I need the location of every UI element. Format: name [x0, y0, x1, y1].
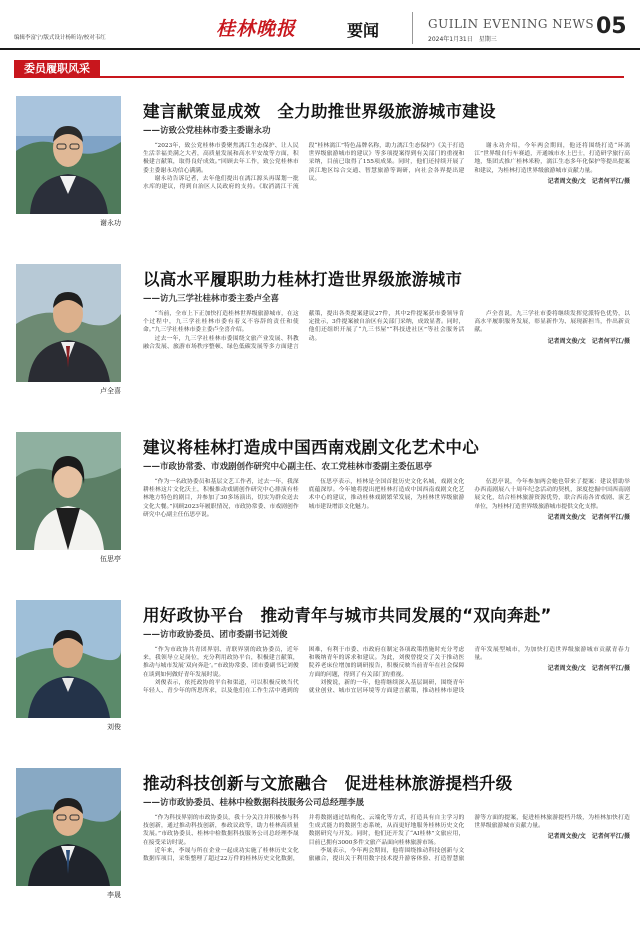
photo-caption: 李晟	[107, 891, 121, 899]
article-headline: 用好政协平台 推动青年与城市共同发展的“双向奔赴”	[143, 606, 552, 625]
paragraph: 伍思亭说，今年参加两会她也带来了提案：建议借助举办西南剧展八十周年纪念活动的契机，深度挖掘中国西南剧展文化，结合桂林旅游资源优势，联合西南各省戏剧、演艺单位，为桂林打造世界级旅游城市提供文化支撑。	[474, 479, 630, 510]
article-subhead: ——访市政协委员、团市委副书记刘俊	[143, 630, 288, 640]
paragraph: 过去一年，九三学社桂林市委围绕文旅产业发展、科教融合发展、旅游市场秩序整顿、绿色低碳发展等多方面建言献策，提出各类提案建议27件，其中2件提案获市委领导肯定批示，3件提案被自治区有关部门采纳，成效显著。同时，他们还组织开展了“九三书屋”“科技进社区”等社会服务活动。	[143, 311, 465, 350]
paragraph: 谢永功告诉记者，去年他们提出在漓江源头再谋划一批水库的建议，得到自治区人民政府的支持。《取消漓江干流段“桂林漓江”特色品牌名称，助力漓江生态保护》《关于打造世界级旅游城市的建议》等多项提案得到有关部门的重视和采纳，目前已取得了155项成果。同时，他们还持续开展了滨江地区综合交通、智慧旅游等调研，向社会各界提出建议。	[143, 143, 465, 191]
newspaper-logo: 桂林晚报	[216, 18, 297, 40]
portrait-photo	[16, 432, 121, 550]
article-body	[143, 478, 630, 576]
paragraph: “当前，全市上下正加快打造桂林世界级旅游城市，在这个过程中，九三学社桂林市委有着义不容辞的责任和使命。”九三学社桂林市委主委卢全喜介绍。	[143, 311, 299, 334]
article-body	[143, 310, 630, 408]
photo-caption: 伍思亭	[100, 555, 121, 563]
article-5	[0, 756, 640, 921]
article-4	[0, 588, 640, 753]
article-subhead: ——访市政协委员、桂林中检数据科技服务公司总经理李晟	[143, 798, 365, 808]
photo-caption: 卢全喜	[100, 387, 121, 395]
portrait-photo	[16, 600, 121, 718]
article-byline: 记者周文俊/文 记者何平江/摄	[547, 665, 630, 673]
paragraph: 李晟表示，今年两会期间，他将围绕推动科技创新与文旅融合，提出关于利用数字技术提升游客体验、打造智慧旅游等方面的提案，促进桂林旅游提档升级，为桂林加快打造世界级旅游城市贡献力量。	[308, 815, 630, 863]
issue-date: 2024年1月31日 星期三	[428, 36, 497, 43]
portrait-photo	[16, 96, 121, 214]
article-body	[143, 646, 630, 744]
masthead-divider	[412, 12, 413, 44]
article-byline: 记者周文俊/文 记者何平江/摄	[547, 337, 630, 345]
column-tag: 委员履职风采	[14, 60, 100, 78]
article-body	[143, 142, 630, 240]
paragraph: 谢永功介绍，今年两会期间，他还将围绕打造“环漓江”世界级自行车赛道，开通城市水上巴士，打造研学旅行高地，集团式推广桂林米粉，漓江生态多年化保护等提出提案和建议，为桂林打造世界级旅游城市贡献力量。	[474, 143, 630, 174]
paragraph: “2023年，致公党桂林市委聚焦漓江生态保护、让人民生活幸福美满之大者，高质量发展和高水平安故等方面，积极建言献策，取得良好成效。”回顾去年工作，致公党桂林市委主委谢永功信心满满。	[143, 143, 299, 174]
editors-credit: 编辑李富宁/版式设计杨昕诗/校对韦红	[14, 35, 106, 41]
column-banner	[14, 60, 624, 78]
article-byline: 记者周文俊/文 记者何平江/摄	[547, 513, 630, 521]
paragraph: 卢全喜说，九三学社市委将继续发挥党派特色优势，以高水平履职服务发展，彰显新作为、展现新担当，作出新贡献。	[474, 311, 630, 334]
portrait-photo	[16, 264, 121, 382]
article-headline: 推动科技创新与文旅融合 促进桂林旅游提档升级	[143, 774, 513, 793]
paragraph: 刘俊说，新的一年，他将继续深入基层调研，围绕青年就业创业、城市宜居环境等方面建言献策，推动桂林市建设青年发展型城市，为加快打造世界级旅游城市贡献青春力量。	[308, 647, 630, 695]
article-body	[143, 814, 630, 912]
paragraph: “作为一名政协委员和基层文艺工作者，过去一年，我深耕桂林这片文化沃土，积极推动戏剧创作研究中心排演有桂林地方特色的剧目，并参加了30多场演出，切实为群众送去文化大餐。”回顾2023年履职情况，市政协常委、市戏剧创作研究中心副主任伍思亭说。	[143, 479, 299, 518]
article-2	[0, 252, 640, 417]
article-3	[0, 420, 640, 585]
section-title: 要闻	[347, 21, 380, 40]
article-headline: 建言献策显成效 全力助推世界级旅游城市建设	[143, 102, 496, 121]
paragraph: 刘俊表示，依托政协的平台和渠道，可以积极反映当代年轻人、青少年的所思所求，以及他们在工作生活中遇到的困难，有利于市委、市政府在制定各项政策措施时充分考虑和吸纳青年的诉求和建议。为此，刘俊曾提交了关于推动医院养老床位增加的调研报告，积极反映当前青年在社会保障方面的问题，得到了有关部门的重视。	[143, 647, 465, 695]
article-headline: 以高水平履职助力桂林打造世界级旅游城市	[143, 270, 463, 289]
paragraph: 伍思亭表示，桂林是全国首批历史文化名城，戏剧文化底蕴深厚。今年她将提出把桂林打造成中国西南戏剧文化艺术中心的建议，推动桂林戏剧繁荣发展，为桂林世界级旅游城市建设增添文化魅力。	[308, 479, 465, 510]
article-1	[0, 84, 640, 249]
paragraph: 近年来，李晟与所在企业一起成功实施了桂林历史文化数据库项目，采集整理了超过22万件的桂林历史文化数据，并将数据通过结构化、云端化等方式，打造具有自主学习的生成式能力的数据生态系统，从而更好地服务桂林历史文化数据研究与开发。同时，他们还开发了“AI桂林”文旅应用，目前已拥有3000多件文旅产品面向桂林旅游市场。	[143, 815, 465, 863]
article-subhead: ——访致公党桂林市委主委谢永功	[143, 126, 271, 136]
article-subhead: ——市政协常委、市戏剧创作研究中心副主任、农工党桂林市委副主委伍思亭	[143, 462, 433, 472]
page-number: 05	[596, 14, 627, 39]
photo-caption: 谢永功	[100, 219, 121, 227]
article-byline: 记者周文俊/文 记者何平江/摄	[547, 833, 630, 841]
masthead	[0, 0, 640, 50]
photo-caption: 刘俊	[107, 723, 121, 731]
paragraph: “作为科技界别的市政协委员，我十分关注并积极参与科技创新，通过推动科技创新，参政议政等，助力桂林高质量发展。”市政协委员、桂林中检数据科技服务公司总经理李晟在接受采访时说。	[143, 815, 299, 846]
article-byline: 记者周文俊/文 记者何平江/摄	[547, 177, 630, 185]
english-name: GUILIN EVENING NEWS	[428, 17, 595, 31]
portrait-photo	[16, 768, 121, 886]
article-headline: 建议将桂林打造成中国西南戏剧文化艺术中心	[143, 438, 479, 457]
article-subhead: ——访九三学社桂林市委主委卢全喜	[143, 294, 280, 304]
paragraph: “作为市政协共青团界别、青联界别的政协委员，近年来，我领导立足岗位，充分利用政协平台，积极建言献策，推动与城市发展‘双向奔赴’。”市政协常委、团市委副书记刘俊在谈到如何做好青年发展时说。	[143, 647, 299, 678]
